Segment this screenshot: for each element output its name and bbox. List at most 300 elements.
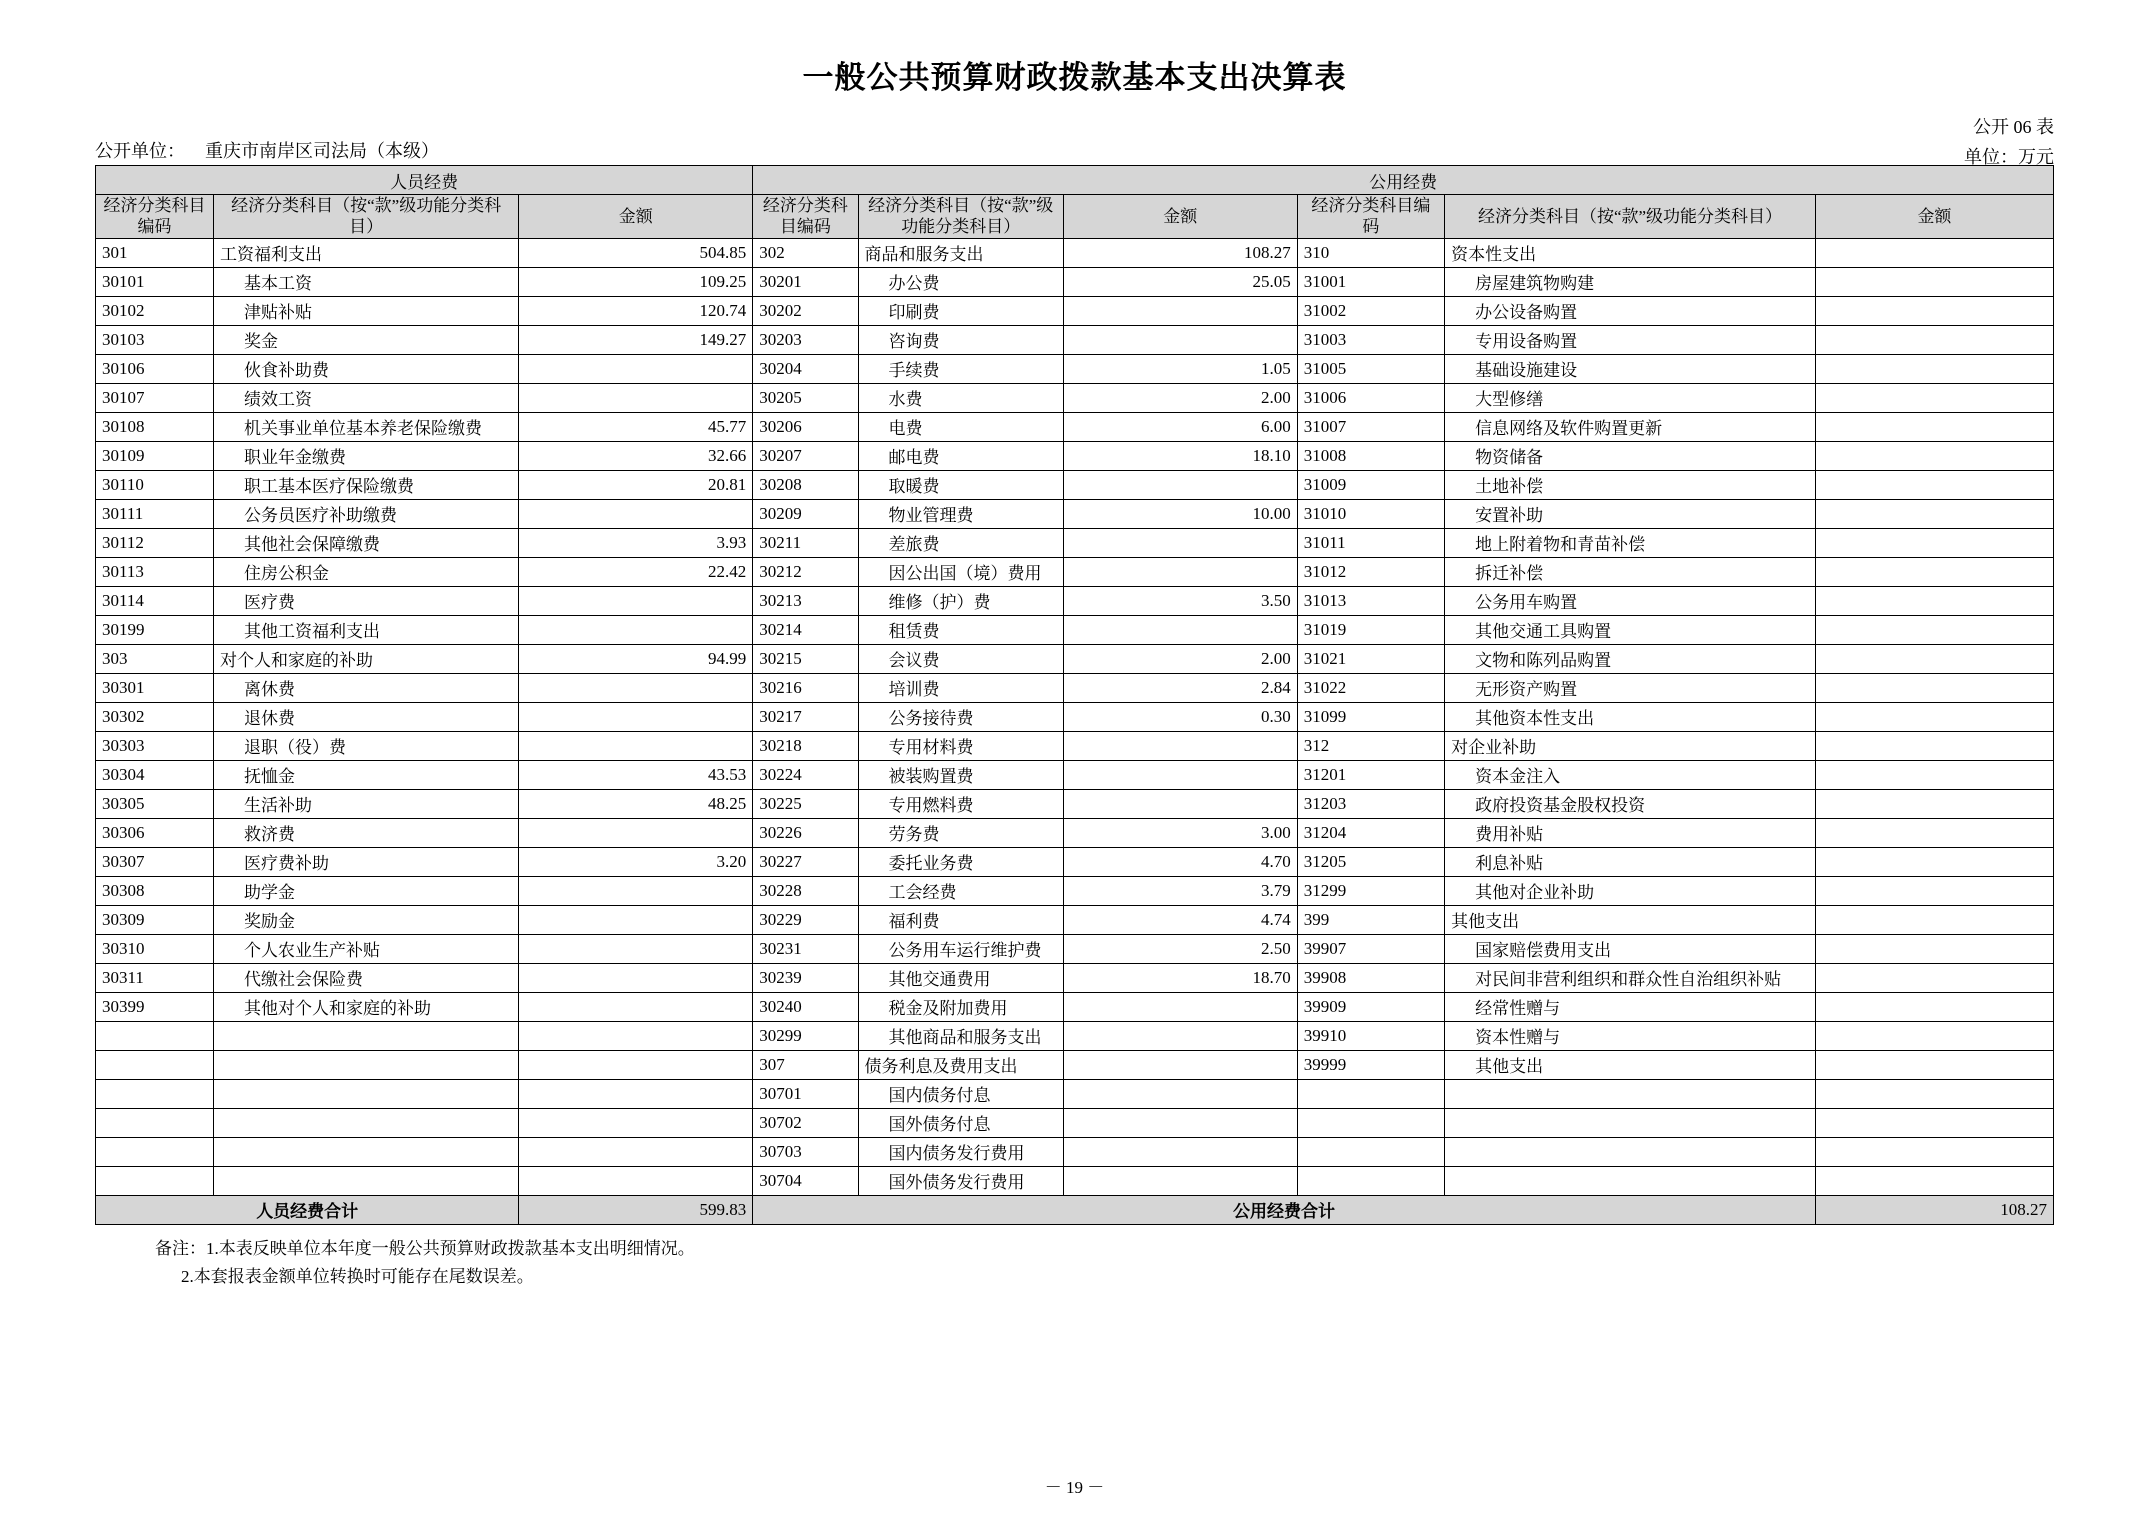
cell-amount-capital [1815,876,2053,905]
cell-amount-goods [1063,528,1297,557]
cell-code-personnel: 301 [96,238,214,267]
cell-code-goods: 30213 [753,586,858,615]
table-row [96,644,2054,673]
cell-code-personnel: 30199 [96,615,214,644]
cell-code-personnel: 30310 [96,934,214,963]
cell-amount-personnel [519,1079,753,1108]
cell-amount-goods [1063,1166,1297,1195]
cell-name-personnel: 离休费 [213,673,518,702]
cell-name-capital: 物资储备 [1445,441,1816,470]
cell-amount-capital [1815,354,2053,383]
cell-code-capital: 31011 [1297,528,1444,557]
cell-amount-goods [1063,1050,1297,1079]
cell-amount-personnel [519,1108,753,1137]
cell-name-capital: 其他交通工具购置 [1445,615,1816,644]
table-group-header-row [96,166,2054,195]
cell-code-capital: 399 [1297,905,1444,934]
cell-amount-capital [1815,499,2053,528]
cell-name-personnel: 绩效工资 [213,383,518,412]
cell-amount-capital [1815,760,2053,789]
cell-code-personnel: 30304 [96,760,214,789]
cell-amount-personnel [519,876,753,905]
cell-name-capital: 文物和陈列品购置 [1445,644,1816,673]
cell-name-personnel: 助学金 [213,876,518,905]
cell-name-personnel: 奖励金 [213,905,518,934]
cell-name-personnel: 其他对个人和家庭的补助 [213,992,518,1021]
cell-code-personnel [96,1050,214,1079]
cell-code-personnel: 303 [96,644,214,673]
cell-name-capital: 政府投资基金股权投资 [1445,789,1816,818]
cell-code-personnel: 30306 [96,818,214,847]
cell-amount-goods: 18.10 [1063,441,1297,470]
cell-code-capital: 31002 [1297,296,1444,325]
cell-code-personnel: 30307 [96,847,214,876]
cell-name-personnel: 医疗费 [213,586,518,615]
sheet-number: 公开 06 表 [1973,117,2054,137]
cell-amount-personnel [519,499,753,528]
table-row [96,557,2054,586]
cell-name-goods: 专用燃料费 [858,789,1063,818]
cell-amount-personnel: 32.66 [519,441,753,470]
cell-name-capital [1445,1108,1816,1137]
cell-code-personnel: 30111 [96,499,214,528]
cell-amount-goods: 2.50 [1063,934,1297,963]
table-row [96,847,2054,876]
cell-name-goods: 会议费 [858,644,1063,673]
cell-amount-personnel [519,383,753,412]
cell-amount-personnel [519,1050,753,1079]
cell-amount-goods [1063,1108,1297,1137]
cell-code-personnel: 30108 [96,412,214,441]
table-row [96,1079,2054,1108]
table-row [96,615,2054,644]
cell-name-goods: 福利费 [858,905,1063,934]
cell-code-personnel: 30109 [96,441,214,470]
cell-code-capital [1297,1108,1444,1137]
cell-name-personnel: 其他工资福利支出 [213,615,518,644]
cell-name-goods: 委托业务费 [858,847,1063,876]
document-meta [95,97,2054,167]
cell-name-personnel: 职工基本医疗保险缴费 [213,470,518,499]
cell-name-capital: 基础设施建设 [1445,354,1816,383]
cell-amount-personnel: 48.25 [519,789,753,818]
page-title: 一般公共预算财政拨款基本支出决算表 [802,60,1347,95]
cell-amount-goods: 4.74 [1063,905,1297,934]
note-line-1: 备注：1.本表反映单位本年度一般公共预算财政拨款基本支出明细情况。 [155,1238,695,1258]
cell-name-personnel: 抚恤金 [213,760,518,789]
cell-amount-capital [1815,731,2053,760]
cell-amount-capital [1815,847,2053,876]
cell-code-goods: 30216 [753,673,858,702]
cell-name-capital: 国家赔偿费用支出 [1445,934,1816,963]
cell-code-capital: 31001 [1297,267,1444,296]
cell-code-capital: 39907 [1297,934,1444,963]
cell-name-goods: 印刷费 [858,296,1063,325]
cell-name-capital [1445,1166,1816,1195]
cell-amount-capital [1815,789,2053,818]
cell-code-personnel: 30301 [96,673,214,702]
cell-amount-capital [1815,992,2053,1021]
cell-code-capital: 31012 [1297,557,1444,586]
cell-code-goods: 30231 [753,934,858,963]
cell-amount-personnel: 3.20 [519,847,753,876]
total-value-personnel: 599.83 [519,1195,753,1224]
table-row [96,499,2054,528]
cell-name-goods: 差旅费 [858,528,1063,557]
cell-amount-capital [1815,412,2053,441]
cell-name-personnel: 住房公积金 [213,557,518,586]
cell-code-capital: 31010 [1297,499,1444,528]
table-notes [95,1235,2054,1293]
cell-name-goods: 电费 [858,412,1063,441]
cell-name-capital: 资本金注入 [1445,760,1816,789]
table-row [96,1021,2054,1050]
cell-amount-personnel: 20.81 [519,470,753,499]
cell-name-personnel: 退休费 [213,702,518,731]
cell-name-capital: 其他支出 [1445,905,1816,934]
cell-name-goods: 债务利息及费用支出 [858,1050,1063,1079]
cell-amount-capital [1815,644,2053,673]
cell-amount-personnel [519,586,753,615]
table-row [96,412,2054,441]
cell-code-personnel: 30399 [96,992,214,1021]
table-body [96,238,2054,1195]
cell-code-goods: 30217 [753,702,858,731]
cell-name-personnel [213,1079,518,1108]
cell-name-goods: 其他商品和服务支出 [858,1021,1063,1050]
cell-amount-capital [1815,905,2053,934]
cell-amount-personnel [519,1166,753,1195]
cell-name-capital: 费用补贴 [1445,818,1816,847]
table-row [96,934,2054,963]
cell-code-goods: 30214 [753,615,858,644]
table-row [96,528,2054,557]
cell-name-goods: 培训费 [858,673,1063,702]
cell-amount-capital [1815,963,2053,992]
cell-name-capital: 利息补贴 [1445,847,1816,876]
cell-amount-capital [1815,1021,2053,1050]
cell-name-capital [1445,1137,1816,1166]
cell-name-goods: 办公费 [858,267,1063,296]
cell-name-goods: 国内债务付息 [858,1079,1063,1108]
cell-code-capital: 31021 [1297,644,1444,673]
column-header-code2: 经济分类科目编码 [753,195,858,239]
table-row [96,325,2054,354]
cell-code-personnel: 30110 [96,470,214,499]
cell-amount-capital [1815,586,2053,615]
note-line-2: 2.本套报表金额单位转换时可能存在尾数误差。 [181,1267,534,1287]
cell-name-capital: 对民间非营利组织和群众性自治组织补贴 [1445,963,1816,992]
cell-amount-capital [1815,238,2053,267]
cell-amount-goods [1063,992,1297,1021]
table-row [96,1050,2054,1079]
cell-name-personnel: 津贴补贴 [213,296,518,325]
table-row [96,702,2054,731]
cell-amount-personnel [519,673,753,702]
cell-code-capital: 31204 [1297,818,1444,847]
cell-code-capital: 39999 [1297,1050,1444,1079]
cell-name-personnel: 救济费 [213,818,518,847]
cell-name-personnel: 机关事业单位基本养老保险缴费 [213,412,518,441]
cell-amount-goods: 108.27 [1063,238,1297,267]
cell-code-capital [1297,1137,1444,1166]
cell-name-goods: 物业管理费 [858,499,1063,528]
cell-name-personnel [213,1050,518,1079]
cell-name-personnel: 奖金 [213,325,518,354]
cell-name-personnel [213,1166,518,1195]
cell-code-personnel: 30311 [96,963,214,992]
cell-amount-personnel: 504.85 [519,238,753,267]
cell-amount-capital [1815,470,2053,499]
cell-amount-capital [1815,383,2053,412]
table-row [96,876,2054,905]
cell-code-capital: 31203 [1297,789,1444,818]
cell-code-capital: 39908 [1297,963,1444,992]
cell-amount-capital [1815,1137,2053,1166]
cell-amount-capital [1815,267,2053,296]
cell-amount-personnel: 3.93 [519,528,753,557]
cell-amount-personnel: 149.27 [519,325,753,354]
cell-name-personnel: 医疗费补助 [213,847,518,876]
cell-name-goods: 国外债务发行费用 [858,1166,1063,1195]
cell-code-personnel: 30112 [96,528,214,557]
cell-amount-goods: 4.70 [1063,847,1297,876]
cell-code-goods: 30702 [753,1108,858,1137]
cell-amount-goods [1063,296,1297,325]
cell-name-capital: 其他支出 [1445,1050,1816,1079]
cell-name-capital: 地上附着物和青苗补偿 [1445,528,1816,557]
cell-amount-personnel [519,1021,753,1050]
cell-amount-personnel: 45.77 [519,412,753,441]
cell-amount-goods [1063,1021,1297,1050]
table-row [96,441,2054,470]
cell-code-goods: 30701 [753,1079,858,1108]
cell-code-goods: 30212 [753,557,858,586]
cell-amount-goods [1063,731,1297,760]
cell-amount-goods: 6.00 [1063,412,1297,441]
cell-amount-personnel: 94.99 [519,644,753,673]
cell-code-goods: 30211 [753,528,858,557]
cell-code-capital [1297,1079,1444,1108]
cell-amount-goods: 2.00 [1063,383,1297,412]
cell-name-personnel [213,1108,518,1137]
cell-amount-capital [1815,441,2053,470]
cell-amount-personnel [519,934,753,963]
column-header-name3: 经济分类科目（按“款”级功能分类科目） [1445,195,1816,239]
cell-amount-goods [1063,470,1297,499]
table-row [96,238,2054,267]
cell-name-capital: 资本性赠与 [1445,1021,1816,1050]
cell-name-capital: 房屋建筑物购建 [1445,267,1816,296]
budget-table [95,165,2054,1225]
cell-name-personnel [213,1137,518,1166]
cell-amount-personnel: 43.53 [519,760,753,789]
cell-name-goods: 专用材料费 [858,731,1063,760]
cell-amount-capital [1815,557,2053,586]
cell-code-personnel: 30114 [96,586,214,615]
cell-code-goods: 30299 [753,1021,858,1050]
cell-code-personnel: 30101 [96,267,214,296]
cell-name-goods: 工会经费 [858,876,1063,905]
cell-code-goods: 30704 [753,1166,858,1195]
column-header-amount2: 金额 [1063,195,1297,239]
cell-name-capital: 对企业补助 [1445,731,1816,760]
table-column-header-row [96,195,2054,239]
cell-amount-personnel [519,1137,753,1166]
cell-code-personnel [96,1021,214,1050]
organization-name: 重庆市南岸区司法局（本级） [205,141,439,161]
cell-code-personnel [96,1137,214,1166]
cell-code-personnel: 30102 [96,296,214,325]
cell-code-goods: 30207 [753,441,858,470]
cell-code-capital [1297,1166,1444,1195]
cell-name-capital: 大型修缮 [1445,383,1816,412]
cell-amount-goods [1063,760,1297,789]
table-row [96,383,2054,412]
cell-amount-personnel: 109.25 [519,267,753,296]
cell-name-personnel: 基本工资 [213,267,518,296]
table-total-row [96,1195,2054,1224]
cell-name-goods: 邮电费 [858,441,1063,470]
cell-amount-goods [1063,615,1297,644]
table-row [96,760,2054,789]
cell-amount-goods: 0.30 [1063,702,1297,731]
cell-amount-capital [1815,934,2053,963]
cell-code-goods: 30225 [753,789,858,818]
table-row [96,1137,2054,1166]
cell-code-personnel [96,1108,214,1137]
cell-code-goods: 30240 [753,992,858,1021]
cell-code-personnel: 30303 [96,731,214,760]
cell-code-capital: 31013 [1297,586,1444,615]
cell-code-goods: 30218 [753,731,858,760]
organization-label: 公开单位： [95,141,185,161]
cell-name-goods: 维修（护）费 [858,586,1063,615]
cell-name-personnel: 职业年金缴费 [213,441,518,470]
cell-name-personnel [213,1021,518,1050]
cell-amount-goods: 18.70 [1063,963,1297,992]
column-header-code3: 经济分类科目编码 [1297,195,1444,239]
cell-amount-capital [1815,528,2053,557]
cell-name-capital: 公务用车购置 [1445,586,1816,615]
table-row [96,1108,2054,1137]
cell-amount-personnel: 22.42 [519,557,753,586]
cell-name-goods: 其他交通费用 [858,963,1063,992]
cell-code-goods: 30203 [753,325,858,354]
organization-line [95,137,439,163]
cell-code-goods: 30208 [753,470,858,499]
cell-code-capital: 31005 [1297,354,1444,383]
cell-code-goods: 30703 [753,1137,858,1166]
cell-name-personnel: 生活补助 [213,789,518,818]
cell-amount-capital [1815,1050,2053,1079]
cell-code-capital: 31201 [1297,760,1444,789]
table-row [96,818,2054,847]
cell-amount-goods: 3.79 [1063,876,1297,905]
cell-amount-personnel [519,818,753,847]
cell-code-capital: 39910 [1297,1021,1444,1050]
cell-name-goods: 税金及附加费用 [858,992,1063,1021]
table-row [96,789,2054,818]
cell-code-capital: 31299 [1297,876,1444,905]
cell-name-personnel: 伙食补助费 [213,354,518,383]
cell-code-goods: 30228 [753,876,858,905]
table-row [96,992,2054,1021]
cell-amount-personnel [519,992,753,1021]
cell-code-personnel: 30308 [96,876,214,905]
cell-code-personnel [96,1166,214,1195]
cell-amount-personnel [519,905,753,934]
cell-amount-goods: 2.84 [1063,673,1297,702]
cell-amount-capital [1815,702,2053,731]
cell-name-capital: 无形资产购置 [1445,673,1816,702]
cell-name-goods: 咨询费 [858,325,1063,354]
cell-amount-goods [1063,1137,1297,1166]
cell-amount-capital [1815,818,2053,847]
table-row [96,354,2054,383]
cell-code-goods: 30209 [753,499,858,528]
cell-code-goods: 30227 [753,847,858,876]
cell-name-capital: 资本性支出 [1445,238,1816,267]
column-header-name1: 经济分类科目（按“款”级功能分类科目） [213,195,518,239]
cell-code-goods: 30204 [753,354,858,383]
cell-amount-goods [1063,789,1297,818]
cell-name-goods: 劳务费 [858,818,1063,847]
cell-code-capital: 31205 [1297,847,1444,876]
table-row [96,267,2054,296]
cell-code-personnel: 30113 [96,557,214,586]
cell-amount-personnel [519,354,753,383]
cell-name-capital: 安置补助 [1445,499,1816,528]
cell-name-goods: 国外债务付息 [858,1108,1063,1137]
cell-code-goods: 302 [753,238,858,267]
group-header-personnel: 人员经费 [96,166,753,195]
cell-name-capital: 拆迁补偿 [1445,557,1816,586]
table-row [96,673,2054,702]
table-row [96,963,2054,992]
cell-name-goods: 商品和服务支出 [858,238,1063,267]
total-label-public: 公用经费合计 [753,1195,1816,1224]
column-header-amount1: 金额 [519,195,753,239]
cell-name-goods: 公务接待费 [858,702,1063,731]
cell-name-personnel: 个人农业生产补贴 [213,934,518,963]
cell-name-personnel: 公务员医疗补助缴费 [213,499,518,528]
cell-name-goods: 公务用车运行维护费 [858,934,1063,963]
group-header-public: 公用经费 [753,166,2054,195]
cell-amount-capital [1815,325,2053,354]
cell-name-personnel: 其他社会保障缴费 [213,528,518,557]
cell-amount-capital [1815,1166,2053,1195]
cell-name-capital: 办公设备购置 [1445,296,1816,325]
total-value-public: 108.27 [1815,1195,2053,1224]
cell-code-personnel: 30107 [96,383,214,412]
cell-code-personnel: 30305 [96,789,214,818]
unit-note: 单位：万元 [1964,147,2054,167]
cell-code-goods: 30205 [753,383,858,412]
cell-amount-capital [1815,615,2053,644]
cell-code-goods: 30215 [753,644,858,673]
cell-code-capital: 31006 [1297,383,1444,412]
cell-amount-goods: 25.05 [1063,267,1297,296]
table-row [96,731,2054,760]
cell-amount-capital [1815,1108,2053,1137]
cell-amount-goods: 2.00 [1063,644,1297,673]
cell-name-goods: 水费 [858,383,1063,412]
table-row [96,905,2054,934]
cell-code-goods: 30206 [753,412,858,441]
cell-code-goods: 30226 [753,818,858,847]
cell-amount-personnel [519,702,753,731]
